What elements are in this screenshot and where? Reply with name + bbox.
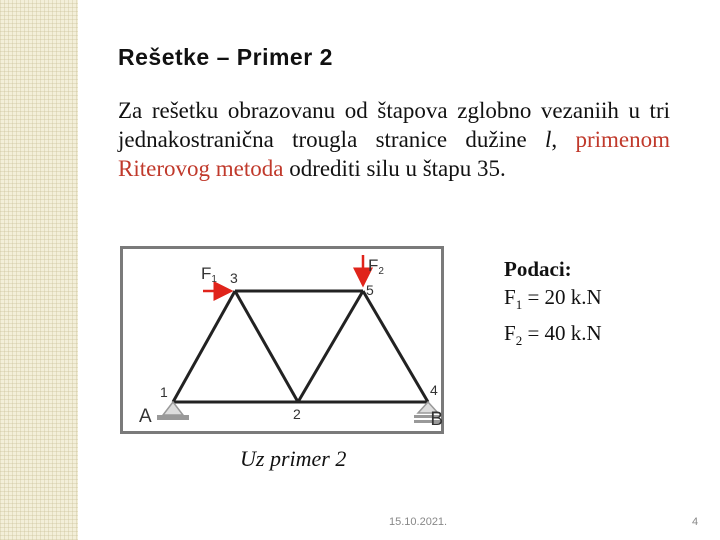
- given-f2: $F_2 = 40$ k.N: [504, 321, 602, 349]
- problem-statement: [118, 96, 670, 183]
- slide-title: Rešetke – Primer 2: [118, 44, 333, 70]
- node-5-label: 5: [366, 282, 374, 298]
- statement-length-symbol: l: [545, 127, 552, 152]
- footer-date: 15.10.2021.: [389, 516, 448, 528]
- statement-part-1: Za rešetku obrazovanu od štapova zglobno vezaniih u tri jednakostranična trougla stranice dužine: [118, 98, 670, 152]
- node-2-label: 2: [293, 406, 301, 422]
- member-5-4: [363, 291, 428, 402]
- page-number: 4: [692, 516, 699, 528]
- member-1-3: [173, 291, 235, 402]
- given-f1: $F_1 = 20$ k.N: [504, 285, 602, 313]
- node-1-label: 1: [160, 384, 168, 400]
- node-3-label: 3: [230, 270, 238, 286]
- node-4-label: 4: [430, 382, 438, 398]
- truss-figure: [120, 246, 444, 434]
- member-3-2: [235, 291, 298, 402]
- force-f1-label: F1: [201, 264, 217, 285]
- statement-method-highlight: primenom Riterovog metoda: [118, 127, 671, 181]
- support-b-label: B: [430, 409, 443, 430]
- truss-diagram: [123, 249, 441, 431]
- statement-part-3: odrediti silu u štapu 35.: [283, 156, 506, 181]
- given-data-heading: Podaci:: [504, 257, 572, 281]
- support-a-label: A: [139, 406, 152, 427]
- member-2-5: [298, 291, 363, 402]
- statement-part-2: ,: [551, 127, 576, 152]
- given-data: [504, 255, 602, 355]
- figure-caption: Uz primer 2: [240, 446, 347, 471]
- decorative-side-strip: [0, 0, 78, 540]
- force-f2-label: F2: [368, 256, 384, 277]
- truss-members: [173, 291, 428, 402]
- support-a: [157, 402, 189, 420]
